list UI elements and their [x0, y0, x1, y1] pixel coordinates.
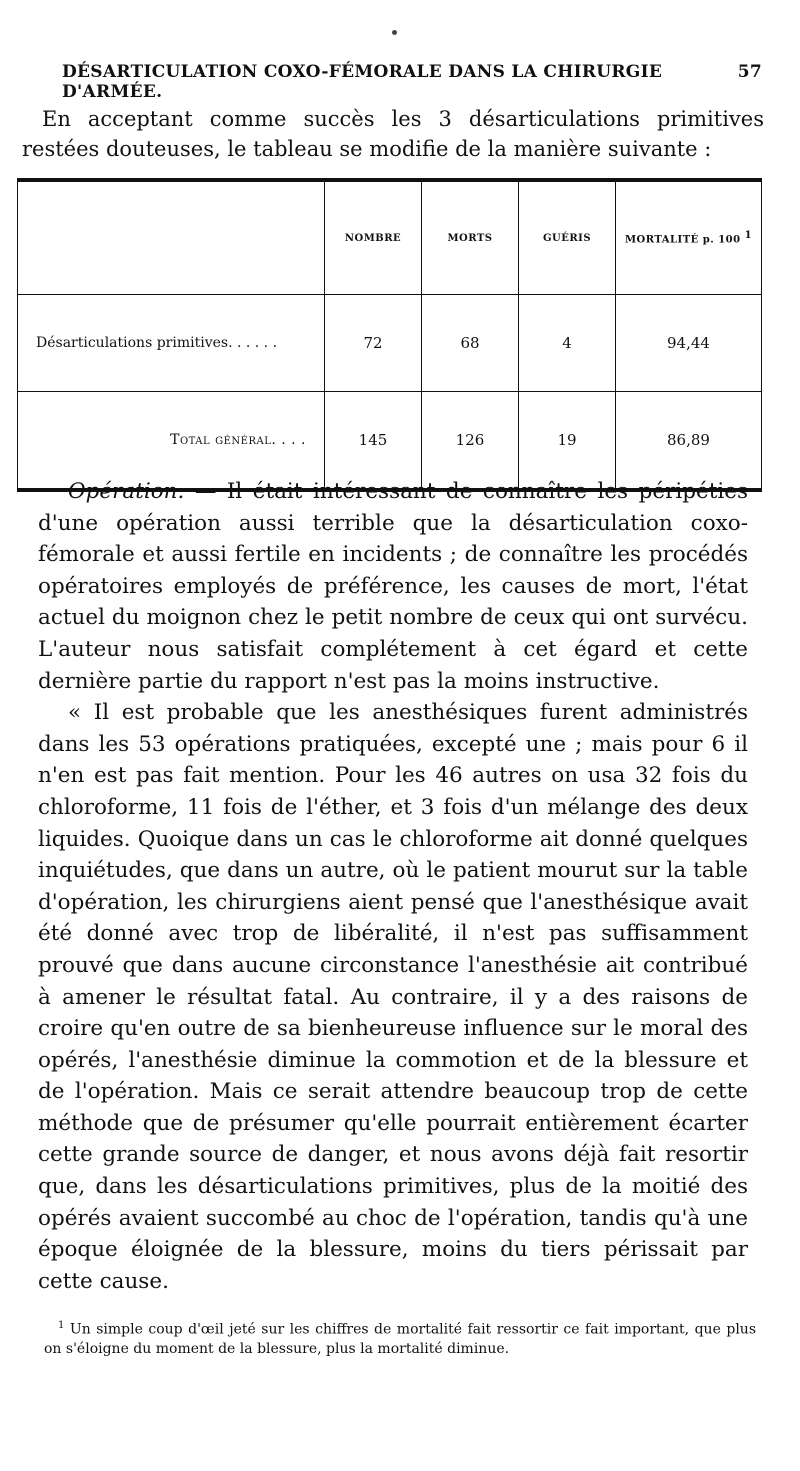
- running-title: DÉSARTICULATION COXO-FÉMORALE DANS LA CHIRURGIE D'ARMÉE.: [62, 62, 663, 102]
- table-header-row: [18, 182, 762, 295]
- header-mortalite-label: MORTALITÉ p. 100: [624, 234, 741, 246]
- cell-mortalite: 94,44: [616, 295, 762, 392]
- header-nombre: NOMBRE: [325, 182, 422, 295]
- stats-table: [17, 182, 762, 488]
- cell-mortalite: 86,89: [616, 392, 762, 489]
- footnote: [44, 1316, 756, 1359]
- paragraph-anesthesia: « Il est probable que les anesthésiques furent administrés dans les 53 opérations pratiquées, excepté une ; mais pour 6 il n'en est pas fait mention. Pour les 46 autres on usa 32 fois du chloroforme, 11 fois de l'éther, et 3 fois d'un mélange des deux liquides. Quoique dans un cas le chloroforme ait donné quelques inquiétudes, que dans un autre, où le patient mourut sur la table d'opération, les chirurgiens aient pensé que l'anesthésique avait été donné avec trop de libéralité, il n'est pas suffisamment prouvé que dans aucune circonstance l'anesthésie ait contribué à amener le résultat fatal. Au contraire, il y a des raisons de croire qu'en outre de sa bienheureuse influence sur le moral des opérés, l'anesthésie diminue la commotion et de la blessure et de l'opération. Mais ce serait attendre beaucoup trop de cette méthode que de présumer qu'elle pourrait entièrement écarter cette grande source de danger, et nous avons déjà fait resortir que, dans les désarticulations primitives, plus de la moitié des opérés avaient succombé au choc de l'opération, tandis qu'à une époque éloignée de la blessure, moins du tiers périssait par cette cause.: [38, 700, 748, 1294]
- section-label: Opération.: [68, 479, 185, 504]
- cell-morts: 126: [422, 392, 519, 489]
- row-label: Désarticulations primitives. . . . . .: [18, 295, 325, 392]
- mortality-table: [17, 178, 762, 492]
- header-morts: MORTS: [422, 182, 519, 295]
- paragraph-text: — Il était intéressant de connaître les péripéties d'une opération aussi terrible que la désarticulation coxo-fémorale et aussi fertile en incidents ; de connaître les procédés opératoires employés de préférence, les causes de mort, l'état actuel du moignon chez le petit nombre de ceux qui ont survécu. L'auteur nous satisfait complétement à cet égard et cette dernière partie du rapport n'est pas la moins instructive.: [38, 479, 748, 694]
- row-label: Total général. . . .: [18, 392, 325, 489]
- header-mortalite: [616, 182, 762, 295]
- print-speck: [392, 30, 397, 35]
- footnote-mark: 1: [58, 1320, 65, 1331]
- paragraph-operation: [38, 476, 748, 697]
- intro-text: En acceptant comme succès les 3 désarticulations primitives restées douteuses, le tableau se modifie de la manière suivante :: [22, 107, 764, 161]
- intro-paragraph: [22, 104, 764, 164]
- footnote-text: Un simple coup d'œil jeté sur les chiffres de mortalité fait ressortir ce fait important, que plus on s'éloigne du moment de la blessure, plus la mortalité diminue.: [44, 1321, 756, 1357]
- table-row-primitives: [18, 295, 762, 392]
- cell-gueris: 19: [519, 392, 616, 489]
- header-gueris: GUÉRIS: [519, 182, 616, 295]
- cell-morts: 68: [422, 295, 519, 392]
- running-header: [62, 62, 762, 102]
- page-number: 57: [737, 62, 762, 82]
- cell-gueris: 4: [519, 295, 616, 392]
- cell-nombre: 72: [325, 295, 422, 392]
- body-text: [38, 476, 748, 1297]
- header-blank: [18, 182, 325, 295]
- cell-nombre: 145: [325, 392, 422, 489]
- table-row-total: [18, 392, 762, 489]
- header-note-mark: 1: [744, 230, 753, 242]
